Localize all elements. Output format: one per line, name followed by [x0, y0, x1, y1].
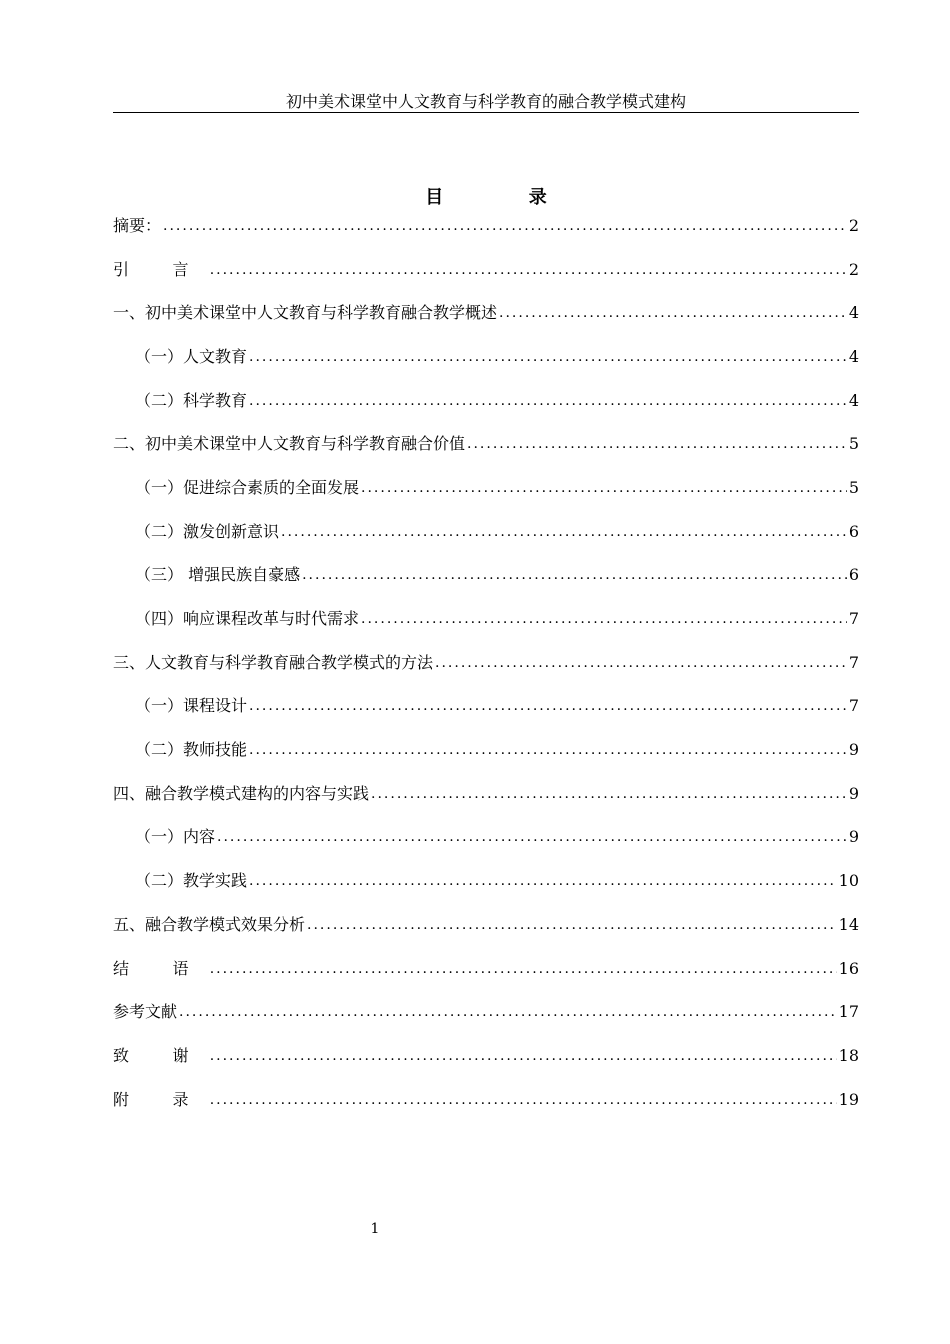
toc-entry-label: （一）人文教育	[135, 346, 248, 366]
toc-entry-label: 结 语	[113, 958, 208, 978]
toc-entry-page: 2	[848, 259, 859, 279]
toc-entry-page: 18	[838, 1045, 859, 1065]
toc-dot-leader	[210, 1046, 837, 1066]
toc-entry-label: （一）内容	[135, 827, 216, 847]
toc-dot-leader	[179, 1002, 837, 1022]
page-header-title: 初中美术课堂中人文教育与科学教育的融合教学模式建构	[285, 92, 686, 111]
toc-entry[interactable]	[113, 510, 859, 554]
toc-dot-leader	[435, 653, 847, 673]
toc-dot-leader	[249, 871, 837, 891]
toc-entry-label: 二、初中美术课堂中人文教育与科学教育融合价值	[113, 434, 466, 454]
toc-dot-leader	[163, 216, 847, 236]
toc-entry-page: 7	[848, 609, 859, 629]
toc-entry[interactable]	[113, 466, 859, 510]
toc-entry[interactable]	[113, 335, 859, 379]
toc-entry-page: 5	[848, 477, 859, 497]
toc-entry[interactable]	[113, 248, 859, 292]
toc-dot-leader	[249, 740, 847, 760]
toc-entry-page: 10	[838, 871, 859, 891]
toc-dot-leader	[249, 347, 847, 367]
toc-entry-page: 7	[848, 652, 859, 672]
toc-entry[interactable]	[113, 1078, 859, 1122]
toc-entry[interactable]	[113, 1034, 859, 1078]
toc-entry[interactable]	[113, 947, 859, 991]
page-number: 1	[370, 1221, 380, 1237]
toc-entry[interactable]	[113, 816, 859, 860]
toc-dot-leader	[249, 696, 847, 716]
toc-entry-page: 16	[838, 958, 859, 978]
toc-dot-leader	[249, 391, 847, 411]
toc-entry-page: 9	[848, 827, 859, 847]
toc-dot-leader	[302, 565, 847, 585]
toc-dot-leader	[361, 478, 847, 498]
toc-entry-label: 五、融合教学模式效果分析	[113, 914, 306, 934]
toc-entry-page: 6	[848, 521, 859, 541]
toc-entry-label: （一）课程设计	[135, 696, 248, 716]
toc-entry-label: （二）教学实践	[135, 871, 248, 891]
toc-entry-label: 一、初中美术课堂中人文教育与科学教育融合教学概述	[113, 303, 498, 323]
toc-entry[interactable]	[113, 859, 859, 903]
header-rule	[113, 112, 859, 113]
toc-dot-leader	[371, 784, 847, 804]
toc-entry-label: （三） 增强民族自豪感	[135, 565, 301, 585]
toc-entry[interactable]	[113, 685, 859, 729]
toc-dot-leader	[361, 609, 847, 629]
toc-entry[interactable]	[113, 990, 859, 1034]
toc-dot-leader	[210, 260, 847, 280]
toc-dot-leader	[499, 303, 847, 323]
toc-entry-page: 4	[848, 390, 859, 410]
toc-entry-page: 14	[838, 914, 859, 934]
toc-entry-label: 摘要：	[113, 215, 162, 235]
toc-dot-leader	[467, 434, 847, 454]
toc-entry[interactable]	[113, 597, 859, 641]
toc-entry-label: 引 言	[113, 259, 208, 279]
toc-entry[interactable]	[113, 422, 859, 466]
toc-dot-leader	[281, 522, 847, 542]
toc-dot-leader	[217, 827, 847, 847]
toc-entry[interactable]	[113, 554, 859, 598]
toc-dot-leader	[210, 959, 837, 979]
toc-entry-page: 4	[848, 303, 859, 323]
toc-entry[interactable]	[113, 204, 859, 248]
toc-entry-page: 2	[848, 215, 859, 235]
toc-entry[interactable]	[113, 291, 859, 335]
toc-entry-page: 6	[848, 565, 859, 585]
toc-entry-page: 5	[848, 434, 859, 454]
toc-entry-label: 四、融合教学模式建构的内容与实践	[113, 783, 370, 803]
table-of-contents	[113, 204, 859, 1121]
toc-entry-label: （四）响应课程改革与时代需求	[135, 609, 360, 629]
toc-entry[interactable]	[113, 379, 859, 423]
toc-entry-label: 附 录	[113, 1089, 208, 1109]
toc-dot-leader	[210, 1090, 837, 1110]
toc-entry[interactable]	[113, 728, 859, 772]
toc-entry-label: 三、人文教育与科学教育融合教学模式的方法	[113, 652, 434, 672]
toc-entry-page: 9	[848, 783, 859, 803]
toc-entry-page: 19	[838, 1089, 859, 1109]
toc-entry-label: 参考文献	[113, 1002, 178, 1022]
toc-entry-label: （二）教师技能	[135, 740, 248, 760]
toc-entry[interactable]	[113, 772, 859, 816]
toc-entry-label: （一）促进综合素质的全面发展	[135, 477, 360, 497]
toc-entry[interactable]	[113, 903, 859, 947]
toc-entry-page: 4	[848, 346, 859, 366]
toc-entry-label: 致 谢	[113, 1045, 208, 1065]
toc-entry-page: 17	[838, 1002, 859, 1022]
toc-entry-label: （二）科学教育	[135, 390, 248, 410]
toc-entry-page: 9	[848, 740, 859, 760]
toc-entry-page: 7	[848, 696, 859, 716]
toc-dot-leader	[307, 915, 837, 935]
toc-title: 目 录	[425, 187, 587, 208]
toc-entry[interactable]	[113, 641, 859, 685]
toc-entry-label: （二）激发创新意识	[135, 521, 280, 541]
